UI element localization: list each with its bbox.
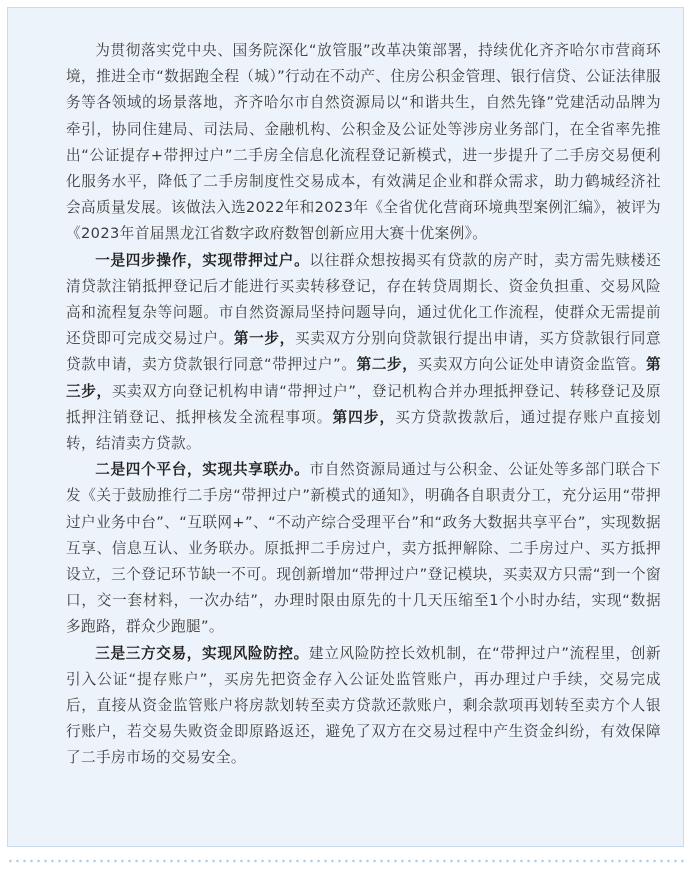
step-one-label: 第一步， [233, 330, 295, 348]
step-two-label: 第二步， [356, 356, 418, 374]
section-two-heading: 二是四个平台，实现共享联办。 [95, 461, 310, 479]
article-panel [7, 7, 684, 847]
step-three-label: 第三步， [66, 356, 661, 400]
section-one-heading: 一是四步操作，实现带押过户。 [95, 251, 310, 269]
section-three-body: 建立风险防控长效机制，在“带押过户”流程里，创新引入公证“提存账户”，买房先把资金存入公证处监管账户，再办理过户手续，交易完成后，直接从资金监管账户将房款划转至卖方贷款还款账户，剩余款项再划转至卖方个人银行账户，若交易失败资金即原路返还，避免了双方在交易过程中产生资金纠纷，有效保障了二手房市场的交易安全。 [66, 644, 661, 767]
section-two-body: 市自然资源局通过与公积金、公证处等多部门联合下发《关于鼓励推行二手房“带押过户”新模式的通知》，明确各自职责分工，充分运用“带押过户业务中台”、“互联网+”、“不动产综合受理平台”和“政务大数据共享平台”，实现数据互享、信息互认、业务联办。原抵押二手房过户，卖方抵押解除、二手房过户、买方抵押设立，三个登记环节缺一不可。现创新增加“带押过户”登记模块，买卖双方只需“到一个窗口，交一套材料，一次办结”，办理时限由原先的十几天压缩至1个小时办结，实现“数据多跑路，群众少跑腿”。 [66, 461, 662, 636]
section-two-paragraph [66, 457, 661, 640]
intro-text: 为贯彻落实党中央、国务院深化“放管服”改革决策部署，持续优化齐齐哈尔市营商环境，推进全市“数据跑全程（城）”行动在不动产、住房公积金管理、银行信贷、公证法律服务等各领域的场景落地，齐齐哈尔市自然资源局以“和谐共生，自然先锋”党建活动品牌为牵引，协同住建局、司法局、金融机构、公积金及公证处等涉房业务部门，在全省率先推出“公证提存+带押过户”二手房全信息化流程登记新模式，进一步提升了二手房交易便利化服务水平，降低了二手房制度性交易成本，有效满足企业和群众需求，助力鹤城经济社会高质量发展。该做法入选2022年和2023年《全省优化营商环境典型案例汇编》，被评为《2023年首届黑龙江省数字政府数智创新应用大赛十优案例》。 [66, 42, 661, 243]
intro-paragraph [66, 38, 661, 248]
dotted-divider [7, 859, 684, 863]
step-four-text: 买方贷款拨款后，通过提存账户直接划转，结清卖方贷款。 [66, 408, 661, 453]
section-three-heading: 三是三方交易，实现风险防控。 [95, 644, 309, 662]
step-four-label: 第四步， [332, 408, 396, 426]
section-one-paragraph [66, 248, 661, 458]
section-one-body: 以往群众想按揭买有贷款的房产时，卖方需先赎楼还清贷款注销抵押登记后才能进行买卖转移登记，存在转贷周期长、资金负担重、交易风险高和流程复杂等问题。市自然资源局坚持问题导向，通过优化工作流程，使群众无需提前还贷即可完成交易过户。 [66, 251, 662, 348]
step-two-text: 买卖双方向公证处申请资金监管。 [417, 356, 646, 374]
section-three-paragraph [66, 641, 661, 772]
step-three-text: 买卖双方向登记机构申请“带押过户”，登记机构合并办理抵押登记、转移登记及原抵押注销登记、抵押核发全流程事项。 [66, 382, 661, 426]
article-body [66, 38, 661, 772]
step-one-text: 买卖双方分别向贷款银行提出申请，买方贷款银行同意贷款申请，卖方贷款银行同意“带押过户”。 [66, 330, 661, 374]
